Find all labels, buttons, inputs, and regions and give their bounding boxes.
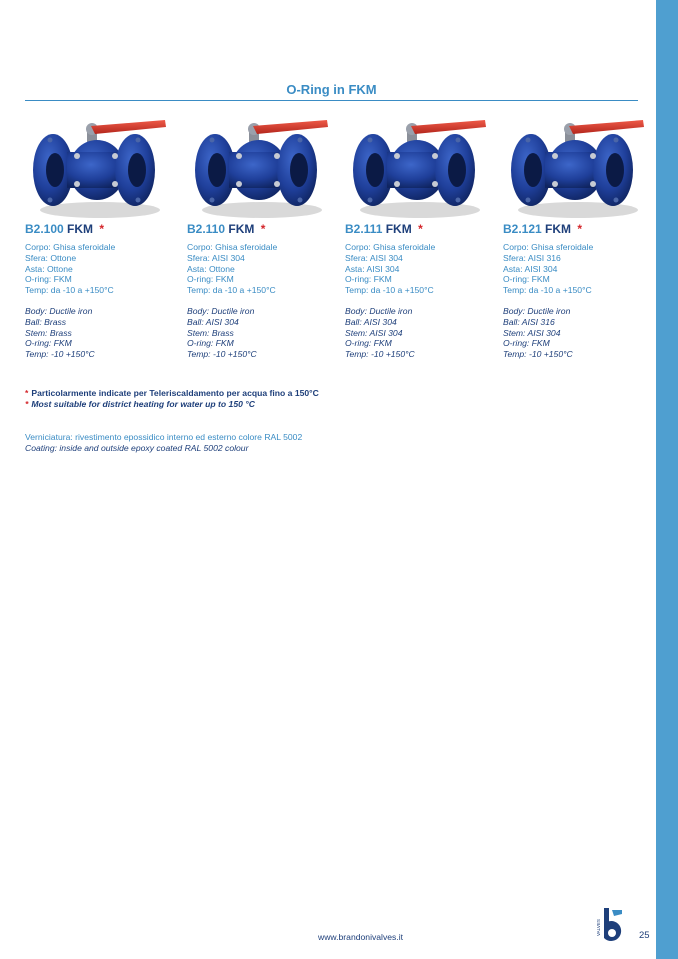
product-suffix: FKM <box>385 222 412 236</box>
spec-stem: Asta: Ottone <box>25 263 73 274</box>
spec-oring: O-ring: FKM <box>25 274 72 285</box>
spec-ball: Sfera: AISI 304 <box>345 252 403 263</box>
coating-english: Coating: inside and outside epoxy coated RAL 5002 colour <box>25 442 249 453</box>
spec-temp-en: Temp: -10 +150°C <box>25 349 95 360</box>
product-code-line <box>25 222 175 236</box>
spec-stem-en: Stem: AISI 304 <box>503 327 561 338</box>
product-code: B2.110 <box>187 222 226 236</box>
spec-oring-en: O-ring: FKM <box>187 338 234 349</box>
spec-body-en: Body: Ductile iron <box>25 305 93 316</box>
spec-body: Corpo: Ghisa sferoidale <box>187 242 278 252</box>
coating-italian: Verniciatura: rivestimento epossidico interno ed esterno colore RAL 5002 <box>25 432 303 442</box>
spec-body-en: Body: Ductile iron <box>345 305 413 316</box>
page-title: O-Ring in FKM <box>286 82 377 97</box>
specs-english <box>503 306 653 360</box>
note-italian-text: Particolarmente indicate per Teleriscaldamento per acqua fino a 150°C <box>31 388 319 398</box>
spec-ball-en: Ball: AISI 316 <box>503 316 555 327</box>
spec-body: Corpo: Ghisa sferoidale <box>345 242 436 252</box>
ball-valve-icon <box>503 118 648 220</box>
spec-body-en: Body: Ductile iron <box>503 305 571 316</box>
spec-oring-en: O-ring: FKM <box>503 338 550 349</box>
spec-temp-en: Temp: -10 +150°C <box>345 349 415 360</box>
spec-oring: O-ring: FKM <box>503 274 550 285</box>
product-suffix: FKM <box>228 222 255 236</box>
product-code-line <box>345 222 495 236</box>
website-url: www.brandonivalves.it <box>318 932 404 942</box>
product-suffix: FKM <box>67 222 94 236</box>
brandoni-b-logo-icon <box>596 906 626 944</box>
spec-body-en: Body: Ductile iron <box>187 305 255 316</box>
spec-stem-en: Stem: Brass <box>25 327 72 338</box>
spec-temp: Temp: da -10 a +150°C <box>187 285 276 296</box>
ball-valve-icon <box>25 118 170 220</box>
spec-temp: Temp: da -10 a +150°C <box>503 285 592 296</box>
specs-italian <box>503 242 653 296</box>
note-english <box>25 399 319 410</box>
logo-text: VALVES <box>596 919 601 936</box>
star-marker: * <box>99 222 105 236</box>
spec-temp: Temp: da -10 a +150°C <box>345 285 434 296</box>
side-color-band <box>656 0 678 959</box>
spec-ball-en: Ball: AISI 304 <box>187 316 239 327</box>
spec-stem: Asta: Ottone <box>187 263 235 274</box>
spec-oring: O-ring: FKM <box>187 274 234 285</box>
product-code: B2.121 <box>503 222 542 236</box>
spec-temp: Temp: da -10 a +150°C <box>25 285 114 296</box>
product-card-b2-111 <box>345 118 495 360</box>
spec-body: Corpo: Ghisa sferoidale <box>503 242 594 252</box>
page-number: 25 <box>639 930 650 941</box>
specs-italian <box>187 242 337 296</box>
spec-stem-en: Stem: AISI 304 <box>345 327 403 338</box>
note-italian <box>25 388 319 399</box>
coating-info <box>25 432 302 453</box>
product-code-line <box>503 222 653 236</box>
spec-ball-en: Ball: Brass <box>25 316 67 327</box>
spec-temp-en: Temp: -10 +150°C <box>187 349 257 360</box>
specs-english <box>25 306 175 360</box>
spec-stem: Asta: AISI 304 <box>503 263 558 274</box>
product-card-b2-110 <box>187 118 337 360</box>
title-divider <box>25 100 638 101</box>
spec-oring: O-ring: FKM <box>345 274 392 285</box>
spec-stem-en: Stem: Brass <box>187 327 234 338</box>
spec-oring-en: O-ring: FKM <box>345 338 392 349</box>
star-marker: * <box>418 222 423 236</box>
star-marker: * <box>577 222 583 236</box>
spec-ball: Sfera: Ottone <box>25 252 77 263</box>
ball-valve-icon <box>345 118 490 220</box>
spec-ball: Sfera: AISI 304 <box>187 252 245 263</box>
specs-italian <box>345 242 495 296</box>
star-marker: * <box>25 388 29 398</box>
spec-ball-en: Ball: AISI 304 <box>345 316 397 327</box>
spec-temp-en: Temp: -10 +150°C <box>503 349 573 360</box>
product-code: B2.100 <box>25 222 64 236</box>
star-marker: * <box>25 398 29 409</box>
specs-english <box>187 306 337 360</box>
product-suffix: FKM <box>545 222 572 236</box>
spec-stem: Asta: AISI 304 <box>345 263 400 274</box>
spec-oring-en: O-ring: FKM <box>25 338 72 349</box>
star-marker: * <box>260 222 266 236</box>
specs-english <box>345 306 495 360</box>
product-card-b2-100 <box>25 118 175 360</box>
note-english-text: Most suitable for district heating for water up to 150 °C <box>31 398 255 409</box>
product-code: B2.111 <box>345 222 383 236</box>
usage-notes <box>25 388 319 409</box>
ball-valve-icon <box>187 118 332 220</box>
spec-ball: Sfera: AISI 316 <box>503 252 561 263</box>
specs-italian <box>25 242 175 296</box>
product-card-b2-121 <box>503 118 653 360</box>
product-code-line <box>187 222 337 236</box>
spec-body: Corpo: Ghisa sferoidale <box>25 242 116 252</box>
